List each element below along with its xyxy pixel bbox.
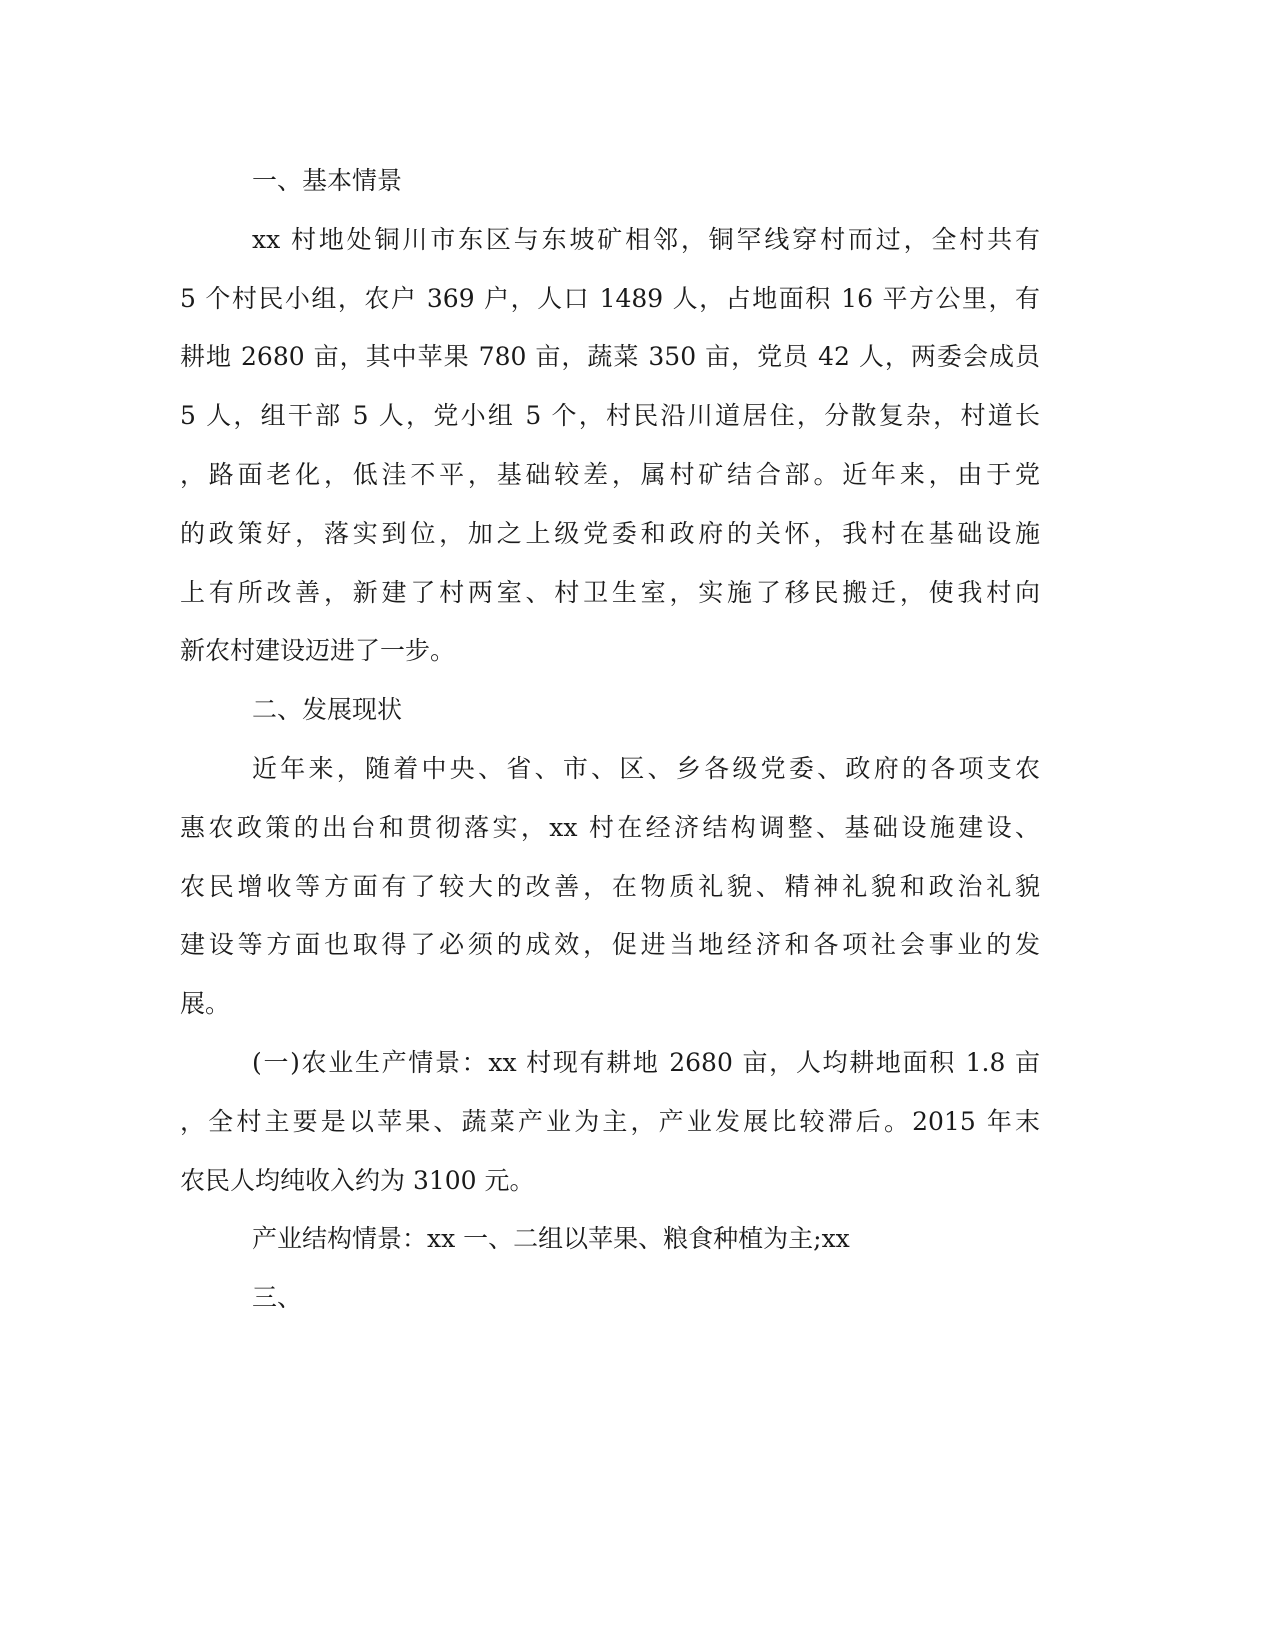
paragraph-line: 农民增收等方面有了较大的改善，在物质礼貌、精神礼貌和政治礼貌 [180, 871, 1040, 901]
paragraph-line: 耕地 2680 亩，其中苹果 780 亩，蔬菜 350 亩，党员 42 人，两委会成员 [180, 342, 1040, 372]
section-heading-three: 三、 [252, 1283, 303, 1313]
section-heading-basic-situation: 一、基本情景 [252, 166, 403, 195]
paragraph-line: 的政策好，落实到位，加之上级党委和政府的关怀，我村在基础设施 [180, 518, 1040, 548]
paragraph-line: 5 人，组干部 5 人，党小组 5 个，村民沿川道居住，分散复杂，村道长 [180, 401, 1040, 431]
paragraph-line: ，路面老化，低洼不平，基础较差，属村矿结合部。近年来，由于党 [180, 459, 1040, 489]
paragraph-line: 展。 [180, 989, 231, 1019]
paragraph-line: 建设等方面也取得了必须的成效，促进当地经济和各项社会事业的发 [180, 930, 1040, 960]
paragraph-line: 上有所改善，新建了村两室、村卫生室，实施了移民搬迁，使我村向 [180, 577, 1040, 607]
section-heading-development-status: 二、发展现状 [252, 695, 403, 725]
paragraph-line: 近年来，随着中央、省、市、区、乡各级党委、政府的各项支农 [252, 753, 1040, 783]
paragraph-line: (一)农业生产情景：xx 村现有耕地 2680 亩，人均耕地面积 1.8 亩 [252, 1047, 1040, 1077]
paragraph-line: 惠农政策的出台和贯彻落实，xx 村在经济结构调整、基础设施建设、 [180, 812, 1040, 842]
paragraph-line: ，全村主要是以苹果、蔬菜产业为主，产业发展比较滞后。2015 年末 [180, 1106, 1040, 1136]
paragraph-line: xx 村地处铜川市东区与东坡矿相邻，铜罕线穿村而过，全村共有 [252, 224, 1040, 254]
paragraph-line: 新农村建设迈进了一步。 [180, 636, 456, 666]
paragraph-line: 5 个村民小组，农户 369 户，人口 1489 人，占地面积 16 平方公里，有 [180, 283, 1040, 313]
document-body [180, 152, 1040, 1328]
paragraph-line: 农民人均纯收入约为 3100 元。 [180, 1165, 535, 1195]
paragraph-line: 产业结构情景：xx 一、二组以苹果、粮食种植为主;xx [252, 1224, 850, 1254]
